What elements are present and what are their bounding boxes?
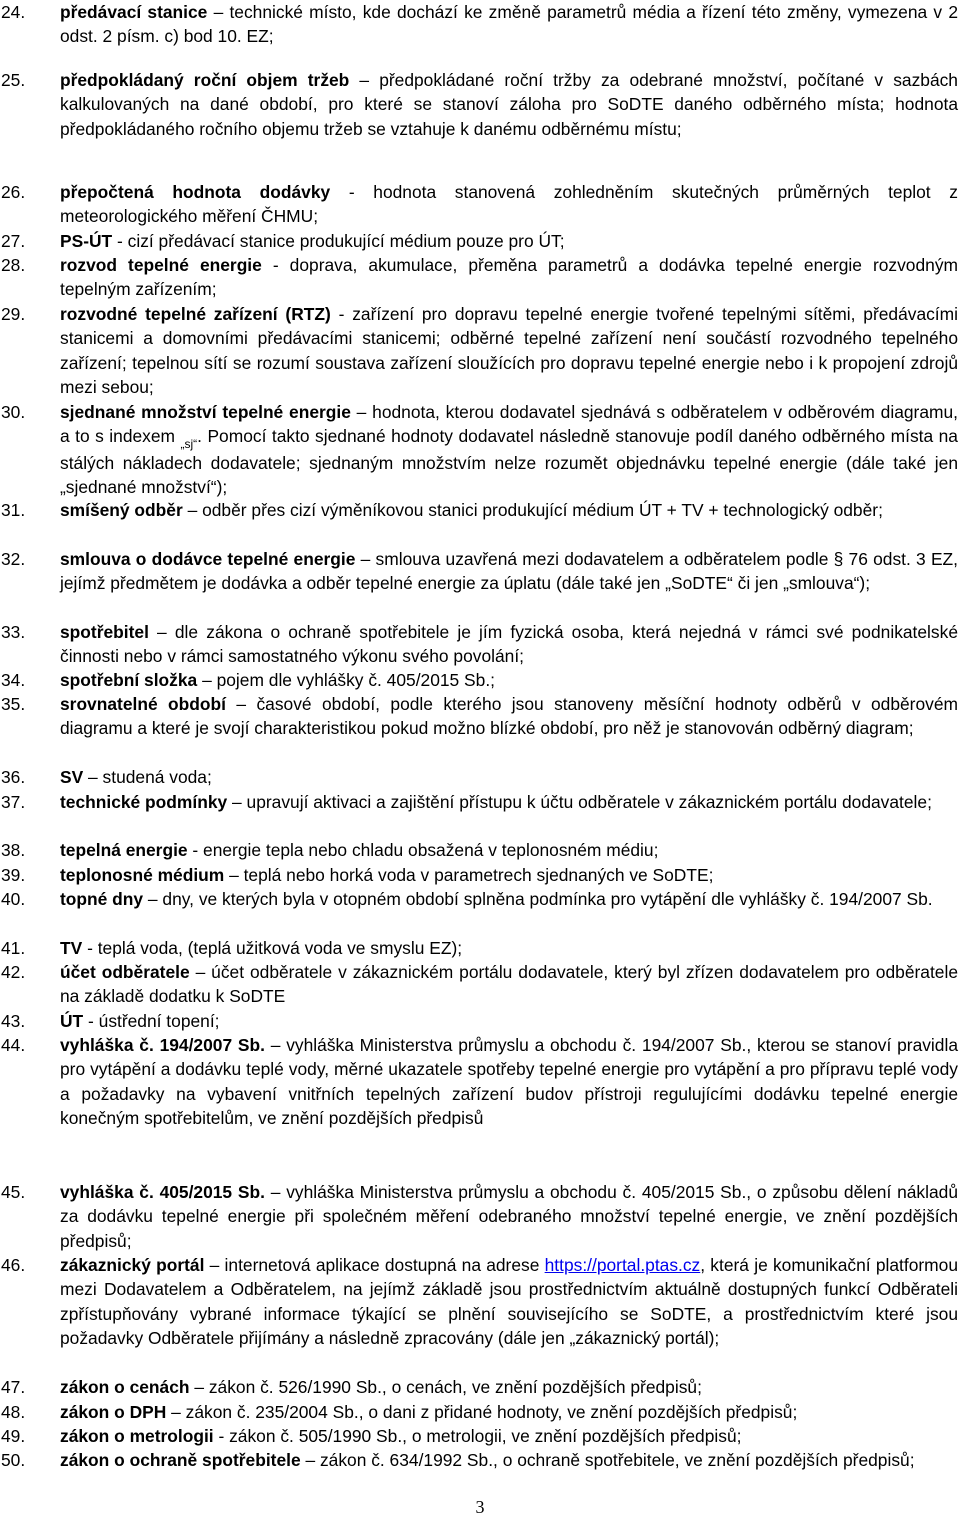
definition-item <box>0 668 958 692</box>
definition-text: – předpokládané roční tržby za odebrané množství, počítané v sazbách kalkulovaných na dané období, pro které se stanoví záloha pro SoDTE daného odběrného místa; hodnota předpokládaného ročního objemu tržeb se vztahuje k danému odběrnému místu; <box>60 70 958 139</box>
definition-term: rozvodné tepelné zařízení (RTZ) <box>60 304 331 324</box>
definition-item <box>0 400 958 500</box>
definition-text: - cizí předávací stanice produkující médium pouze pro ÚT; <box>112 231 565 251</box>
definition-item <box>0 253 958 302</box>
definition-body <box>60 0 958 49</box>
item-number: 48. <box>1 1402 26 1422</box>
item-number: 44. <box>1 1035 26 1055</box>
definition-body <box>60 68 958 141</box>
definition-text: - energie tepla nebo chladu obsažená v teplonosném médiu; <box>187 840 659 860</box>
definition-text: – vyhláška Ministerstva průmyslu a obchodu č. 405/2015 Sb., o způsobu dělení nákladů za dodávku tepelné energie při společném měření odebraného množství tepelné energie, ve znění pozdějších předpisů; <box>60 1182 958 1251</box>
definition-term: rozvod tepelné energie <box>60 255 262 275</box>
definition-body <box>60 960 958 1009</box>
item-number: 36. <box>1 767 26 787</box>
definition-term: sjednané množství tepelné energie <box>60 402 351 422</box>
item-number: 38. <box>1 840 26 860</box>
item-number: 29. <box>1 304 26 324</box>
definition-term: zákon o cenách <box>60 1377 190 1397</box>
definition-text: – zákon č. 235/2004 Sb., o dani z přidané hodnoty, ve znění pozdějších předpisů; <box>166 1402 798 1422</box>
definition-body <box>60 838 958 862</box>
definition-item <box>0 790 958 814</box>
definition-item <box>0 1400 958 1424</box>
definition-body <box>60 1253 958 1351</box>
definition-item <box>0 0 958 49</box>
definition-body <box>60 547 958 596</box>
definition-term: zákaznický portál <box>60 1255 205 1275</box>
definition-item <box>0 1375 958 1399</box>
definition-item <box>0 1253 958 1351</box>
definition-item <box>0 1180 958 1253</box>
definition-body <box>60 1400 958 1424</box>
definition-term: zákon o DPH <box>60 1402 167 1422</box>
definition-text: – pojem dle vyhlášky č. 405/2015 Sb.; <box>197 670 495 690</box>
definition-item <box>0 302 958 400</box>
definition-item <box>0 838 958 862</box>
definition-item <box>0 229 958 253</box>
definition-text: - zákon č. 505/1990 Sb., o metrologii, ve znění pozdějších předpisů; <box>213 1426 742 1446</box>
definition-body <box>60 229 958 253</box>
page-number: 3 <box>475 1497 485 1517</box>
definition-text: – účet odběratele v zákaznickém portálu dodavatele, který byl zřízen dodavatelem pro odběratele na základě dodatku k SoDTE <box>60 962 958 1007</box>
item-number: 39. <box>1 865 26 885</box>
item-number: 50. <box>1 1450 26 1470</box>
definition-text: – dny, ve kterých byla v otopném období splněna podmínka pro vytápění dle vyhlášky č. 194/2007 Sb. <box>143 889 933 909</box>
item-number: 24. <box>1 2 26 22</box>
definition-text: – vyhláška Ministerstva průmyslu a obchodu č. 194/2007 Sb., kterou se stanoví pravidla pro vytápění a dodávku teplé vody, měrné ukazatele spotřeby tepelné energie pro vytápění a pro přípravu teplé vody a požadavky na vybavení vnitřních tepelných zařízení budov přístroji regulujícími dodávku tepelné energie konečným spotřebitelům, ve znění pozdějších předpisů <box>60 1035 959 1129</box>
definition-term: smlouva o dodávce tepelné energie <box>60 549 356 569</box>
definition-text: - hodnota stanovená zohledněním skutečných průměrných teplot z meteorologického měření ČHMU; <box>60 182 958 227</box>
definition-body <box>60 1448 958 1472</box>
definition-term: vyhláška č. 194/2007 Sb. <box>60 1035 265 1055</box>
definition-item <box>0 498 958 522</box>
index-subscript: „sj“ <box>180 437 198 452</box>
definition-body <box>60 887 958 911</box>
definition-term: technické podmínky <box>60 792 228 812</box>
definition-body <box>60 692 958 741</box>
definition-item <box>0 887 958 911</box>
definition-body <box>60 1009 958 1033</box>
item-number: 33. <box>1 622 26 642</box>
item-number: 26. <box>1 182 26 202</box>
definition-item <box>0 960 958 1009</box>
definition-body <box>60 620 958 669</box>
definition-body <box>60 936 958 960</box>
definition-body <box>60 668 958 692</box>
definition-text: – upravují aktivaci a zajištění přístupu k účtu odběratele v zákaznickém portálu dodavatele; <box>227 792 932 812</box>
portal-link[interactable]: https://portal.ptas.cz <box>544 1255 701 1275</box>
definition-term: tepelná energie <box>60 840 188 860</box>
definition-term: vyhláška č. 405/2015 Sb. <box>60 1182 265 1202</box>
definition-term: zákon o ochraně spotřebitele <box>60 1450 301 1470</box>
definition-term: přepočtená hodnota dodávky <box>60 182 331 202</box>
definition-body <box>60 498 958 522</box>
definition-term: TV <box>60 938 83 958</box>
definition-body <box>60 253 958 302</box>
item-number: 25. <box>1 70 26 90</box>
definition-term: spotřebitel <box>60 622 149 642</box>
definition-item <box>0 692 958 741</box>
definition-term: předávací stanice <box>60 2 208 22</box>
definition-term: zákon o metrologii <box>60 1426 214 1446</box>
definition-text: – odběr přes cizí výměníkovou stanici produkující médium ÚT + TV + technologický odběr; <box>182 500 883 520</box>
definition-text: - zařízení pro dopravu tepelné energie tvořené tepelnými sítěmi, předávacími stanicemi a domovními předávacími stanicemi; odběrné tepelné zařízení není součástí rozvodného tepelného zařízení; tepelnou sítí se rozumí soustava zařízení sloužících pro dopravu tepelné energie nebo i k propojení zdrojů mezi sebou; <box>60 304 958 398</box>
item-number: 28. <box>1 255 26 275</box>
item-number: 45. <box>1 1182 26 1202</box>
item-number: 34. <box>1 670 26 690</box>
definition-item <box>0 765 958 789</box>
definition-text: – internetová aplikace dostupná na adrese <box>204 1255 545 1275</box>
definition-item <box>0 1009 958 1033</box>
item-number: 32. <box>1 549 26 569</box>
definition-text: – časové období, podle kterého jsou stanoveny měsíční hodnoty odběrů v odběrovém diagramu a které je svojí charakteristikou pokud možno blízké období, pro něž je stanovován odběrný diagram; <box>60 694 958 739</box>
definition-item <box>0 1424 958 1448</box>
definition-text: - doprava, akumulace, přeměna parametrů a dodávka tepelné energie rozvodným tepelným zařízením; <box>60 255 959 300</box>
definition-term: ÚT <box>60 1011 84 1031</box>
item-number: 37. <box>1 792 26 812</box>
definition-item <box>0 936 958 960</box>
definition-text: – dle zákona o ochraně spotřebitele je jím fyzická osoba, která nejedná v rámci své podnikatelské činnosti nebo v rámci samostatného výkonu svého povolání; <box>60 622 958 667</box>
item-number: 43. <box>1 1011 26 1031</box>
definition-text-continued: , která je komunikační platformou mezi Dodavatelem a Odběratelem, na jejímž základě jsou prostřednictvím aktuálně dostupných funkcí Odběrateli zpřístupňovány vybrané informace týkající se plnění souvisejícího se SoDTE, a prostřednictvím které jsou požadavky Odběratele přijímány a následně zpracovány (dále jen „zákaznický portál); <box>60 1255 958 1349</box>
item-number: 47. <box>1 1377 26 1397</box>
definition-body <box>60 302 958 400</box>
definition-term: srovnatelné období <box>60 694 226 714</box>
definition-item <box>0 620 958 669</box>
definition-body <box>60 1033 958 1131</box>
definition-item <box>0 180 958 229</box>
definition-term: PS-ÚT <box>60 231 113 251</box>
item-number: 27. <box>1 231 26 251</box>
definition-item <box>0 1033 958 1131</box>
definition-term: účet odběratele <box>60 962 190 982</box>
definition-body <box>60 863 958 887</box>
definition-body <box>60 1180 958 1253</box>
definition-text: – hodnota, kterou dodavatel sjednává s odběratelem v odběrovém diagramu, a to s indexem <box>60 402 958 447</box>
definition-item <box>0 1448 958 1472</box>
definition-body <box>60 790 958 814</box>
definition-body <box>60 1424 958 1448</box>
definition-body <box>60 180 958 229</box>
definition-text: – technické místo, kde dochází ke změně parametrů média a řízení této změny, vymezena v 2 odst. 2 písm. c) bod 10. EZ; <box>60 2 958 47</box>
definition-term: předpokládaný roční objem tržeb <box>60 70 350 90</box>
definition-text: - teplá voda, (teplá užitková voda ve smyslu EZ); <box>82 938 463 958</box>
definition-item <box>0 68 958 141</box>
item-number: 42. <box>1 962 26 982</box>
definition-term: smíšený odběr <box>60 500 183 520</box>
item-number: 46. <box>1 1255 26 1275</box>
item-number: 41. <box>1 938 26 958</box>
definition-term: spotřební složka <box>60 670 198 690</box>
definition-term: topné dny <box>60 889 144 909</box>
definition-text: - ústřední topení; <box>83 1011 220 1031</box>
item-number: 30. <box>1 402 26 422</box>
definition-text: – zákon č. 634/1992 Sb., o ochraně spotřebitele, ve znění pozdějších předpisů; <box>300 1450 915 1470</box>
definition-text: – zákon č. 526/1990 Sb., o cenách, ve znění pozdějších předpisů; <box>189 1377 702 1397</box>
definition-text: – smlouva uzavřená mezi dodavatelem a odběratelem podle § 76 odst. 3 EZ, jejímž předmětem je dodávka a odběr tepelné energie za úplatu (dále také jen „SoDTE“ či jen „smlouva“); <box>60 549 959 594</box>
definition-text: – studená voda; <box>83 767 212 787</box>
definition-item <box>0 547 958 596</box>
definition-term: SV <box>60 767 84 787</box>
definition-body <box>60 400 958 500</box>
definition-text: – teplá nebo horká voda v parametrech sjednaných ve SoDTE; <box>224 865 714 885</box>
item-number: 49. <box>1 1426 26 1446</box>
item-number: 35. <box>1 694 26 714</box>
definition-term: teplonosné médium <box>60 865 225 885</box>
definition-text-continued: . Pomocí takto sjednané hodnoty dodavatel následně stanovuje podíl daného odběrného místa na stálých nákladech dodavatele; sjednaným množstvím nelze rozumět objednávku tepelné energie (dále také jen „sjednané množství“); <box>60 426 958 498</box>
item-number: 40. <box>1 889 26 909</box>
definition-body <box>60 765 958 789</box>
definition-item <box>0 863 958 887</box>
definition-body <box>60 1375 958 1399</box>
item-number: 31. <box>1 500 26 520</box>
